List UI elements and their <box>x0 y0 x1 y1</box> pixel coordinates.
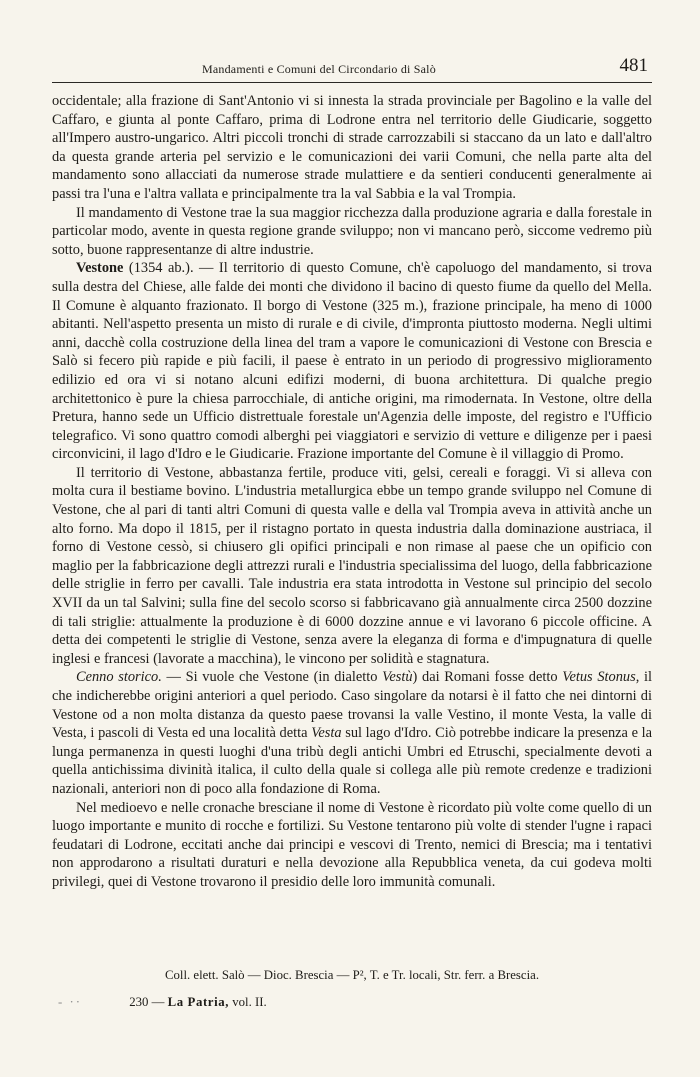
cenno-text-e: , il che indicherebbe origini anteriori a quel periodo. Caso singolare da notarsi è il fatto che nei dintorni di Vestone od a non molta distanza da questo paese trovansi la valle Vestino, il monte Vesta, la valle di Vesta, i pascoli di Vesta ed una località detta <box>52 669 653 742</box>
body-text <box>52 92 652 892</box>
signature-mark: - ·· <box>58 995 82 1009</box>
paragraph-mandamento: Il mandamento di Vestone trae la sua maggior ricchezza dalla produzione agraria e dalla forestale in particolar modo, avente in questa regione grande sviluppo; non vi mancano però, siccome vedremo più sotto, buone rappresentanze di altre industrie. <box>52 204 652 258</box>
paragraph-territorio: Il territorio di Vestone, abbastanza fertile, produce viti, gelsi, cereali e foraggi. Vi si alleva con molta cura il bestiame bovino. L'industria metallurgica ebbe un tempo grande sviluppo nel Comune di Vestone, che al pari di tanti altri Comuni di questa valle e della val Trompia aveva in attività anche un alto forno. Ma dopo il 1815, per il ristagno portato in questa industria dalla dominazione austriaca, il forno di Vestone cessò, si chiusero gli opifici principali e non rimase al paese che un opificio con maglio per la fabbricazione degli attrezzi rurali e l'industria specialissima del luogo, della fabbricazione delle striglie in ferro per cavalli. Tale industria era stata introdotta in Vestone sul principio del secolo XVII da un tal Salvini; sulla fine del secolo scorso si fabbricavano già annualmente circa 2500 dozzine di tali striglie: attualmente la produzione è di 6000 dozzine annue e vi lavorano 6 piccole officine. A detta dei competenti le striglie di Vestone, senza avere la eleganza di forma e d'impugnatura di quelle inglesi e francesi (lavorate a macchina), le vincono per solidità e stagnatura. <box>52 464 652 667</box>
paragraph-roads: occidentale; alla frazione di Sant'Antonio vi si innesta la strada provinciale per Bagolino e la valle del Caffaro, e giunta al ponte Caffaro, prima di Lodrone entra nel territorio delle Giudicarie, soggetto all'Impero austro-ungarico. Altri piccoli tronchi di strade carrozzabili si staccano da un lato e dall'altro da questa grande arteria pel servizio e le comunicazioni dei varii Comuni, che nella parte alta del mandamento sono allacciati da numerose strade mulattiere e da sentieri conducenti generalmente ai passi tra l'una e l'altra vallata e principalmente tra la val Sabbia e la val Trompia. <box>52 93 652 202</box>
cenno-text-vesta: Vesta <box>311 725 342 742</box>
paragraph-vestone <box>52 259 652 464</box>
page-header <box>52 52 652 83</box>
cenno-text-c: ) dai Romani fosse detto <box>412 669 563 686</box>
paragraph-cenno-storico <box>52 668 652 798</box>
cenno-text-vetus-stonus: Vetus Stonus <box>562 669 636 686</box>
paragraph-medioevo: Nel medioevo e nelle cronache bresciane il nome di Vestone è ricordato più volte come quello di un luogo importante e munito di rocche e fortilizi. Su Vestone tentarono più volte di stender l'ugne i rapaci feudatari di Lodrone, eccitati anche dai principi e vescovi di Trento, nemici di Brescia; ma i tentativi non approdarono a risultati duraturi e nella devozione alla Repubblica veneta, da cui godeva molti privilegi, quei di Vestone trovarono il presidio delle loro immunità comunali. <box>52 799 652 890</box>
cenno-text-a: — Si vuole che Vestone (in dialetto <box>161 669 383 686</box>
page-number: 481 <box>619 55 648 76</box>
publication-title: La Patria, <box>167 995 230 1009</box>
volume-label: vol. II. <box>232 995 267 1009</box>
running-title: Mandamenti e Comuni del Circondario di Salò <box>202 62 436 76</box>
signature-number: 230 — <box>129 995 165 1009</box>
cenno-storico-heading: Cenno storico. <box>76 669 162 686</box>
vestone-text: (1354 ab.). — Il territorio di questo Comune, ch'è capoluogo del mandamento, si trova sulla destra del Chiese, alle falde dei monti che dividono il bacino di questo fiume da quello del Mella. Il Comune è alquanto frazionato. Il borgo di Vestone (325 m.), frazione principale, ha meno di 1000 abitanti. Nell'aspetto presenta un misto di rurale e di civile, d'impronta piuttosto moderna. Negli ultimi anni, dacchè colla costruzione della linea del tram a vapore le comunicazioni di Vestone con Brescia e Salò si fecero più rapide e più facili, il paese è entrato in un periodo di progressivo miglioramento edilizio ed ora vi si notano alcuni edifizi moderni, di buona architettura. Di qualche pregio architettonico è pure la chiesa parrocchiale, di antiche origini, ma rimodernata. In Vestone, oltre della Pretura, hanno sede un Ufficio distrettuale forestale un'Agenzia delle imposte, del registro e l'Ufficio telegrafico. Vi sono quattro comodi alberghi pei viaggiatori e servizio di vetture e diligenze per i paesi circonvicini, il lago d'Idro e le Giudicarie. Frazione importante del Comune è il villaggio di Promo. <box>52 260 652 463</box>
cenno-text-g: sul lago d'Idro. Ciò potrebbe indicare la presenza e la lunga permanenza in questi luoghi d'una tribù degli antichi Umbri ed Etruschi, specialmente devoti a quella antichissima divinità italica, il culto della quale si collega alle più remote credenze e tradizioni nazionali, anteriori non di poco alla fondazione di Roma. <box>52 725 652 797</box>
vestone-heading: Vestone <box>76 260 124 277</box>
footnote: Coll. elett. Salò — Dioc. Brescia — P², T. e Tr. locali, Str. ferr. a Brescia. <box>164 968 540 982</box>
cenno-text-vestu: Vestù <box>382 669 413 686</box>
signature-line <box>52 995 652 1010</box>
